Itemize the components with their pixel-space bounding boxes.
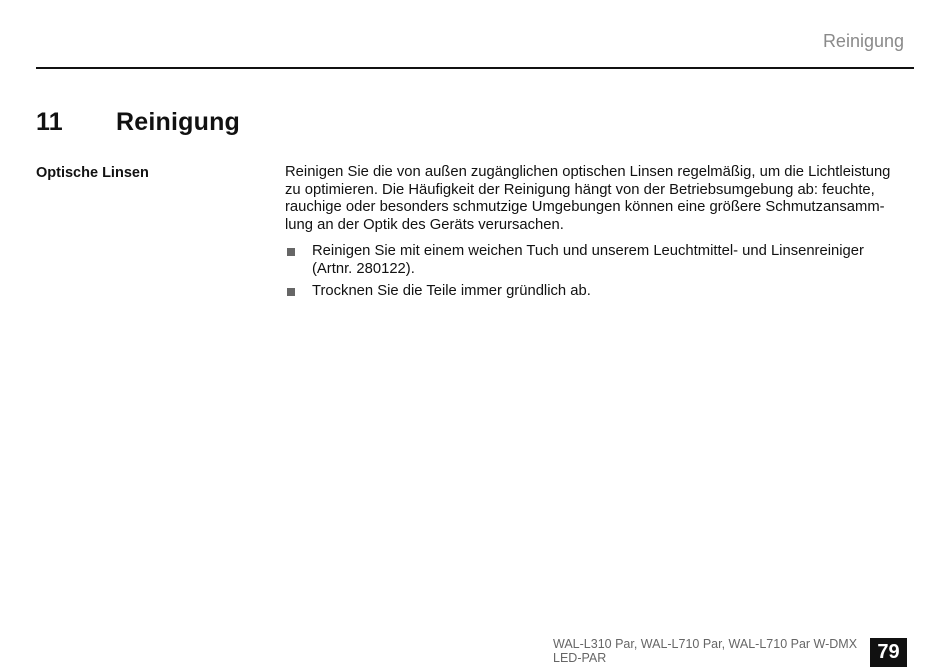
- list-item-line: (Artnr. 280122).: [312, 260, 415, 277]
- paragraph-line: rauchige oder besonders schmutzige Umgebungen können eine größere Schmutzansamm-: [285, 199, 885, 216]
- section-title: Reinigung: [116, 108, 241, 136]
- list-item: [285, 283, 910, 301]
- page-number-badge: 79: [870, 638, 907, 667]
- footer-models-line: LED-PAR: [553, 651, 607, 665]
- instruction-list: [285, 243, 910, 300]
- subsection-label: Optische Linsen: [36, 165, 149, 181]
- header-divider: [36, 67, 914, 69]
- body-paragraph: [285, 164, 910, 234]
- paragraph-line: zu optimieren. Die Häufigkeit der Reinigung hängt von der Betriebsumgebung ab: feuchte,: [285, 181, 875, 198]
- paragraph-line: lung an der Optik des Geräts verursachen.: [285, 216, 564, 233]
- square-bullet-icon: [287, 248, 295, 256]
- subsection-content: [285, 164, 910, 304]
- footer-models-line: WAL-L310 Par, WAL-L710 Par, WAL-L710 Par W-DMX: [553, 637, 858, 651]
- footer-model-names: [553, 637, 857, 665]
- square-bullet-icon: [287, 288, 295, 296]
- list-item-line: Trocknen Sie die Teile immer gründlich ab.: [312, 282, 591, 299]
- list-item-line: Reinigen Sie mit einem weichen Tuch und unserem Leuchtmittel- und Linsenreiniger: [312, 243, 864, 260]
- running-header-title: Reinigung: [822, 31, 904, 51]
- list-item: [285, 243, 910, 278]
- section-heading: [36, 108, 240, 137]
- section-number: 11: [36, 108, 63, 136]
- paragraph-line: Reinigen Sie die von außen zugänglichen optischen Linsen regelmäßig, um die Lichtleistung: [285, 164, 891, 180]
